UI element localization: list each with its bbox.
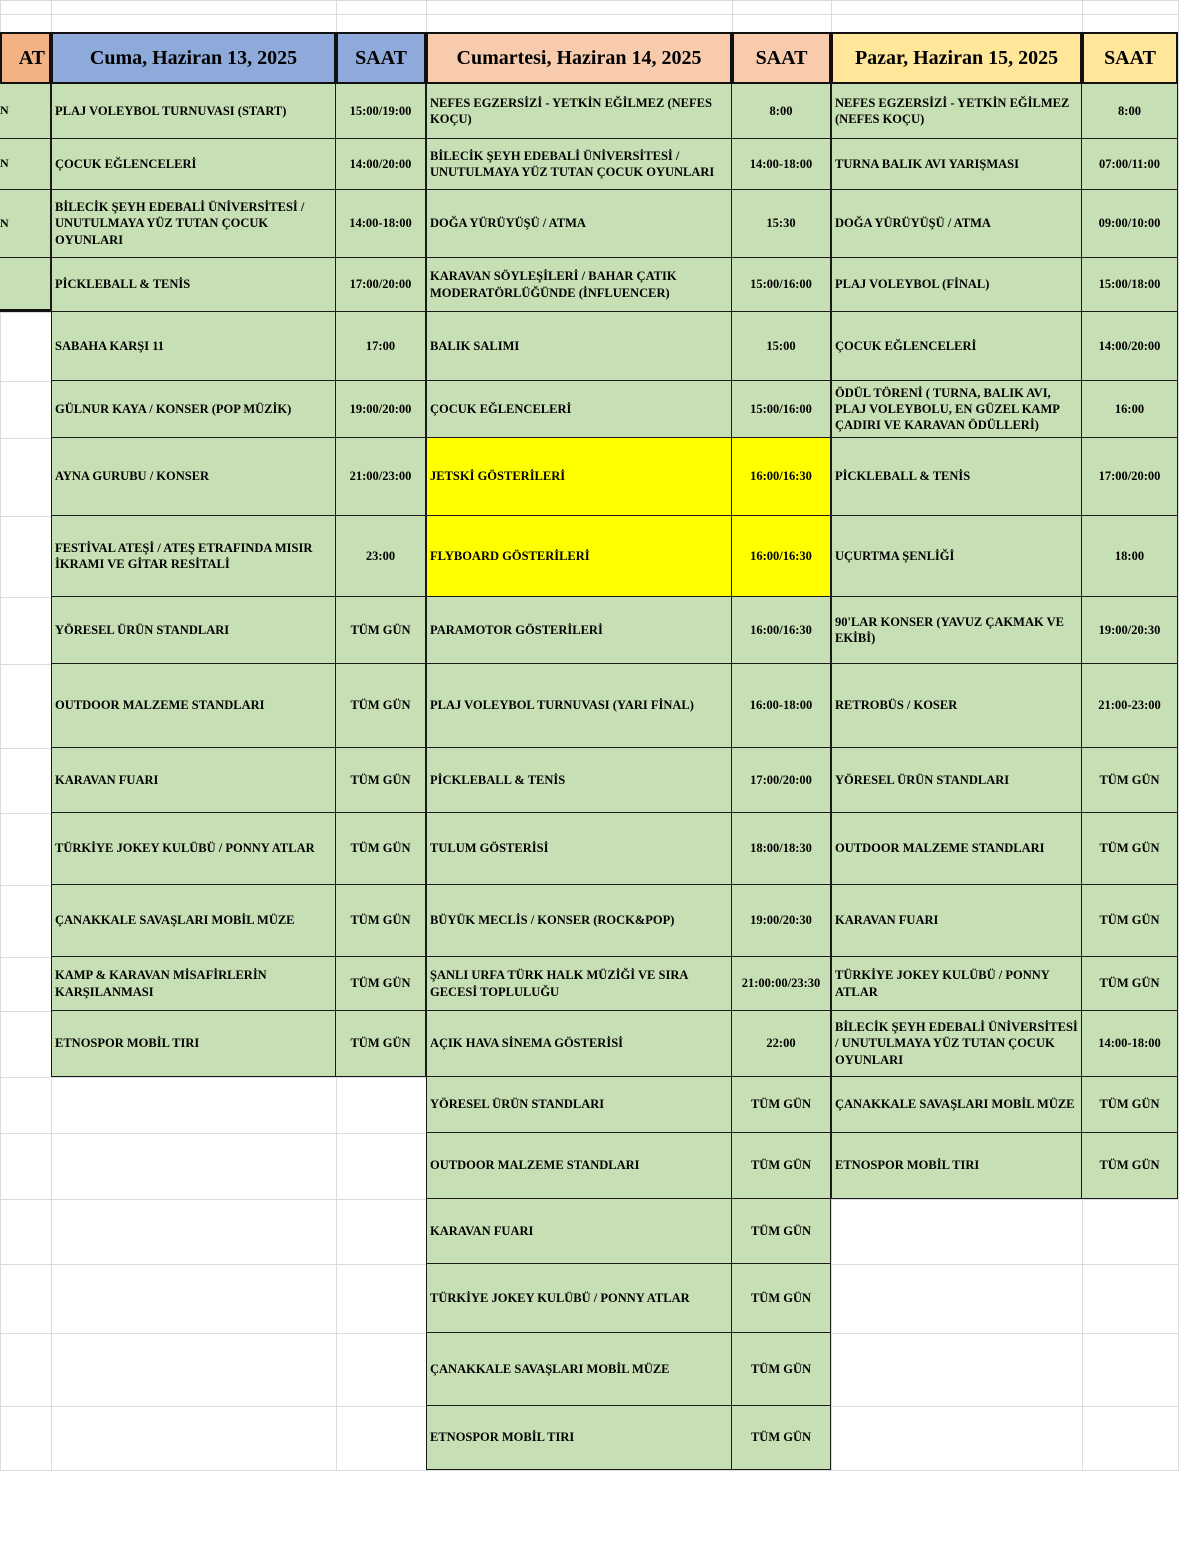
sunday-activity-cell[interactable]: OUTDOOR MALZEME STANDLARI: [831, 813, 1082, 885]
sunday-activity-cell[interactable]: BİLECİK ŞEYH EDEBALİ ÜNİVERSİTESİ / UNUTULMAYA YÜZ TUTAN ÇOCUK OYUNLARI: [831, 1011, 1082, 1077]
sunday-activity-cell[interactable]: ÇOCUK EĞLENCELERİ: [831, 312, 1082, 381]
saturday-activity-cell[interactable]: ETNOSPOR MOBİL TIRI: [426, 1406, 732, 1470]
saturday-activity-cell[interactable]: OUTDOOR MALZEME STANDLARI: [426, 1133, 732, 1199]
header-saturday-time[interactable]: SAAT: [732, 32, 831, 84]
sunday-time-cell[interactable]: TÜM GÜN: [1082, 885, 1178, 957]
friday-time-cell[interactable]: 17:00: [336, 312, 426, 381]
friday-time-cell[interactable]: 14:00/20:00: [336, 139, 426, 190]
friday-activity-cell[interactable]: FESTİVAL ATEŞİ / ATEŞ ETRAFINDA MISIR İKRAMI VE GİTAR RESİTALİ: [51, 516, 336, 597]
saturday-activity-cell[interactable]: PLAJ VOLEYBOL TURNUVASI (YARI FİNAL): [426, 664, 732, 748]
friday-activity-cell[interactable]: SABAHA KARŞI 11: [51, 312, 336, 381]
sunday-time-cell[interactable]: 15:00/18:00: [1082, 258, 1178, 312]
sunday-activity-cell[interactable]: ÇANAKKALE SAVAŞLARI MOBİL MÜZE: [831, 1077, 1082, 1133]
previous-day-cell[interactable]: N: [0, 84, 51, 139]
friday-activity-cell[interactable]: AYNA GURUBU / KONSER: [51, 438, 336, 516]
saturday-activity-cell[interactable]: NEFES EGZERSİZİ - YETKİN EĞİLMEZ (NEFES KOÇU): [426, 84, 732, 139]
previous-day-cell[interactable]: N: [0, 190, 51, 258]
friday-time-cell[interactable]: 19:00/20:00: [336, 381, 426, 438]
friday-activity-cell[interactable]: KAMP & KARAVAN MİSAFİRLERİN KARŞILANMASI: [51, 957, 336, 1011]
sunday-activity-cell[interactable]: ETNOSPOR MOBİL TIRI: [831, 1133, 1082, 1199]
friday-activity-cell[interactable]: YÖRESEL ÜRÜN STANDLARI: [51, 597, 336, 664]
sunday-activity-cell[interactable]: TÜRKİYE JOKEY KULÜBÜ / PONNY ATLAR: [831, 957, 1082, 1011]
sunday-time-cell[interactable]: 07:00/11:00: [1082, 139, 1178, 190]
saturday-activity-cell[interactable]: JETSKİ GÖSTERİLERİ: [426, 438, 732, 516]
header-sunday[interactable]: Pazar, Haziran 15, 2025: [831, 32, 1082, 84]
saturday-activity-cell[interactable]: DOĞA YÜRÜYÜŞÜ / ATMA: [426, 190, 732, 258]
saturday-activity-cell[interactable]: BİLECİK ŞEYH EDEBALİ ÜNİVERSİTESİ / UNUTULMAYA YÜZ TUTAN ÇOCUK OYUNLARI: [426, 139, 732, 190]
friday-time-cell[interactable]: 14:00-18:00: [336, 190, 426, 258]
friday-time-cell[interactable]: TÜM GÜN: [336, 597, 426, 664]
saturday-time-cell[interactable]: TÜM GÜN: [732, 1333, 831, 1406]
previous-day-cell[interactable]: [0, 258, 51, 312]
saturday-time-cell[interactable]: 15:00/16:00: [732, 381, 831, 438]
friday-activity-cell[interactable]: PLAJ VOLEYBOL TURNUVASI (START): [51, 84, 336, 139]
sunday-activity-cell[interactable]: 90'LAR KONSER (YAVUZ ÇAKMAK VE EKİBİ): [831, 597, 1082, 664]
saturday-activity-cell[interactable]: ŞANLI URFA TÜRK HALK MÜZİĞİ VE SIRA GECESİ TOPLULUĞU: [426, 957, 732, 1011]
saturday-activity-cell[interactable]: TULUM GÖSTERİSİ: [426, 813, 732, 885]
sunday-activity-cell[interactable]: UÇURTMA ŞENLİĞİ: [831, 516, 1082, 597]
saturday-time-cell[interactable]: 14:00-18:00: [732, 139, 831, 190]
sunday-time-cell[interactable]: 21:00-23:00: [1082, 664, 1178, 748]
sunday-time-cell[interactable]: 18:00: [1082, 516, 1178, 597]
header-previous-day[interactable]: AT: [0, 32, 51, 84]
previous-day-cell[interactable]: N: [0, 139, 51, 190]
saturday-activity-cell[interactable]: BALIK SALIMI: [426, 312, 732, 381]
friday-time-cell[interactable]: 15:00/19:00: [336, 84, 426, 139]
sunday-activity-cell[interactable]: NEFES EGZERSİZİ - YETKİN EĞİLMEZ (NEFES KOÇU): [831, 84, 1082, 139]
header-saturday[interactable]: Cumartesi, Haziran 14, 2025: [426, 32, 732, 84]
saturday-time-cell[interactable]: TÜM GÜN: [732, 1199, 831, 1264]
friday-time-cell[interactable]: TÜM GÜN: [336, 885, 426, 957]
saturday-activity-cell[interactable]: YÖRESEL ÜRÜN STANDLARI: [426, 1077, 732, 1133]
sunday-activity-cell[interactable]: YÖRESEL ÜRÜN STANDLARI: [831, 748, 1082, 813]
friday-activity-cell[interactable]: ÇOCUK EĞLENCELERİ: [51, 139, 336, 190]
friday-activity-cell[interactable]: ÇANAKKALE SAVAŞLARI MOBİL MÜZE: [51, 885, 336, 957]
sunday-activity-cell[interactable]: KARAVAN FUARI: [831, 885, 1082, 957]
saturday-activity-cell[interactable]: ÇANAKKALE SAVAŞLARI MOBİL MÜZE: [426, 1333, 732, 1406]
saturday-time-cell[interactable]: TÜM GÜN: [732, 1133, 831, 1199]
header-friday-time[interactable]: SAAT: [336, 32, 426, 84]
saturday-activity-cell[interactable]: KARAVAN FUARI: [426, 1199, 732, 1264]
saturday-time-cell[interactable]: 22:00: [732, 1011, 831, 1077]
sunday-time-cell[interactable]: 8:00: [1082, 84, 1178, 139]
saturday-activity-cell[interactable]: KARAVAN SÖYLEŞİLERİ / BAHAR ÇATIK MODERATÖRLÜĞÜNDE (İNFLUENCER): [426, 258, 732, 312]
saturday-activity-cell[interactable]: BÜYÜK MECLİS / KONSER (ROCK&POP): [426, 885, 732, 957]
saturday-time-cell[interactable]: 15:00: [732, 312, 831, 381]
friday-time-cell[interactable]: TÜM GÜN: [336, 748, 426, 813]
saturday-time-cell[interactable]: 8:00: [732, 84, 831, 139]
friday-time-cell[interactable]: TÜM GÜN: [336, 957, 426, 1011]
friday-time-cell[interactable]: TÜM GÜN: [336, 1011, 426, 1077]
sunday-activity-cell[interactable]: ÖDÜL TÖRENİ ( TURNA, BALIK AVI, PLAJ VOLEYBOLU, EN GÜZEL KAMP ÇADIRI VE KARAVAN ÖDÜLLERİ): [831, 381, 1082, 438]
saturday-activity-cell[interactable]: TÜRKİYE JOKEY KULÜBÜ / PONNY ATLAR: [426, 1264, 732, 1333]
sunday-time-cell[interactable]: 14:00/20:00: [1082, 312, 1178, 381]
sunday-activity-cell[interactable]: DOĞA YÜRÜYÜŞÜ / ATMA: [831, 190, 1082, 258]
saturday-time-cell[interactable]: 19:00/20:30: [732, 885, 831, 957]
saturday-time-cell[interactable]: TÜM GÜN: [732, 1077, 831, 1133]
saturday-activity-cell[interactable]: FLYBOARD GÖSTERİLERİ: [426, 516, 732, 597]
saturday-time-cell[interactable]: 18:00/18:30: [732, 813, 831, 885]
saturday-time-cell[interactable]: 21:00:00/23:30: [732, 957, 831, 1011]
friday-activity-cell[interactable]: PİCKLEBALL & TENİS: [51, 258, 336, 312]
header-friday[interactable]: Cuma, Haziran 13, 2025: [51, 32, 336, 84]
header-sunday-time[interactable]: SAAT: [1082, 32, 1178, 84]
saturday-time-cell[interactable]: 17:00/20:00: [732, 748, 831, 813]
saturday-time-cell[interactable]: 16:00-18:00: [732, 664, 831, 748]
sunday-time-cell[interactable]: TÜM GÜN: [1082, 1133, 1178, 1199]
saturday-activity-cell[interactable]: ÇOCUK EĞLENCELERİ: [426, 381, 732, 438]
friday-activity-cell[interactable]: GÜLNUR KAYA / KONSER (POP MÜZİK): [51, 381, 336, 438]
saturday-activity-cell[interactable]: AÇIK HAVA SİNEMA GÖSTERİSİ: [426, 1011, 732, 1077]
sunday-time-cell[interactable]: TÜM GÜN: [1082, 957, 1178, 1011]
friday-time-cell[interactable]: 21:00/23:00: [336, 438, 426, 516]
friday-activity-cell[interactable]: OUTDOOR MALZEME STANDLARI: [51, 664, 336, 748]
gridline-horizontal: [0, 1470, 1179, 1471]
saturday-activity-cell[interactable]: PİCKLEBALL & TENİS: [426, 748, 732, 813]
friday-time-cell[interactable]: 17:00/20:00: [336, 258, 426, 312]
saturday-time-cell[interactable]: TÜM GÜN: [732, 1406, 831, 1470]
friday-time-cell[interactable]: 23:00: [336, 516, 426, 597]
sunday-activity-cell[interactable]: PLAJ VOLEYBOL (FİNAL): [831, 258, 1082, 312]
friday-activity-cell[interactable]: ETNOSPOR MOBİL TIRI: [51, 1011, 336, 1077]
friday-activity-cell[interactable]: KARAVAN FUARI: [51, 748, 336, 813]
saturday-time-cell[interactable]: 16:00/16:30: [732, 438, 831, 516]
friday-activity-cell[interactable]: BİLECİK ŞEYH EDEBALİ ÜNİVERSİTESİ / UNUTULMAYA YÜZ TUTAN ÇOCUK OYUNLARI: [51, 190, 336, 258]
sunday-activity-cell[interactable]: RETROBÜS / KOSER: [831, 664, 1082, 748]
sunday-time-cell[interactable]: 09:00/10:00: [1082, 190, 1178, 258]
friday-activity-cell[interactable]: TÜRKİYE JOKEY KULÜBÜ / PONNY ATLAR: [51, 813, 336, 885]
saturday-activity-cell[interactable]: PARAMOTOR GÖSTERİLERİ: [426, 597, 732, 664]
saturday-time-cell[interactable]: 16:00/16:30: [732, 597, 831, 664]
gridline-horizontal: [0, 14, 1179, 15]
sunday-time-cell[interactable]: 19:00/20:30: [1082, 597, 1178, 664]
sunday-time-cell[interactable]: TÜM GÜN: [1082, 813, 1178, 885]
sunday-time-cell[interactable]: 14:00-18:00: [1082, 1011, 1178, 1077]
saturday-time-cell[interactable]: 16:00/16:30: [732, 516, 831, 597]
sunday-time-cell[interactable]: TÜM GÜN: [1082, 1077, 1178, 1133]
saturday-time-cell[interactable]: 15:00/16:00: [732, 258, 831, 312]
sunday-time-cell[interactable]: 17:00/20:00: [1082, 438, 1178, 516]
friday-time-cell[interactable]: TÜM GÜN: [336, 813, 426, 885]
saturday-time-cell[interactable]: TÜM GÜN: [732, 1264, 831, 1333]
sunday-time-cell[interactable]: TÜM GÜN: [1082, 748, 1178, 813]
gridline-horizontal: [0, 0, 1179, 1]
friday-time-cell[interactable]: TÜM GÜN: [336, 664, 426, 748]
sunday-activity-cell[interactable]: TURNA BALIK AVI YARIŞMASI: [831, 139, 1082, 190]
sunday-activity-cell[interactable]: PİCKLEBALL & TENİS: [831, 438, 1082, 516]
saturday-time-cell[interactable]: 15:30: [732, 190, 831, 258]
sunday-time-cell[interactable]: 16:00: [1082, 381, 1178, 438]
